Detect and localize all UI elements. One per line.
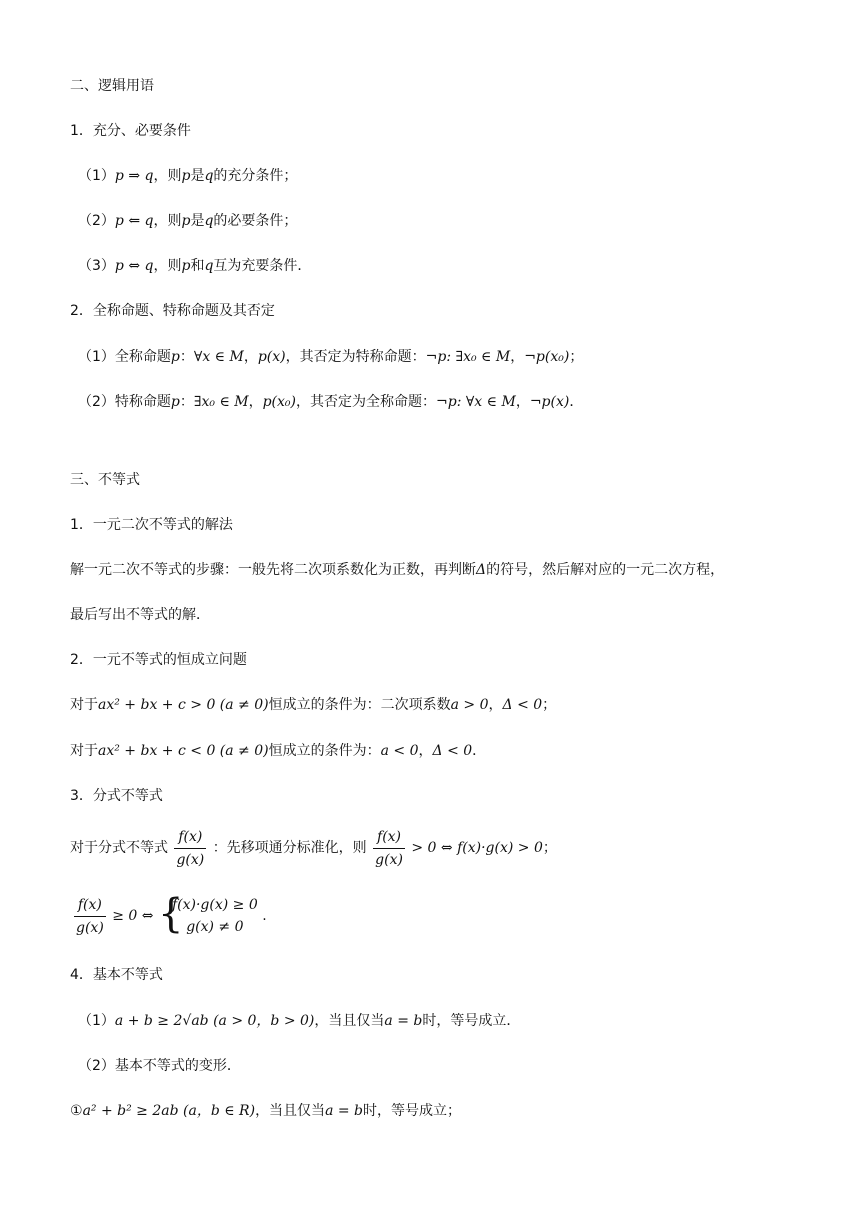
- condition-positive: 对于ax² + bx + c > 0 (a ≠ 0)恒成立的条件为：二次项系数a > 0，Δ < 0；: [70, 697, 557, 713]
- list-item-sufficient: （1）p ⇒ q，则p是q的充分条件；: [78, 168, 298, 184]
- section-3-title: 三、不等式: [70, 472, 140, 488]
- subheading-basic-inequality: 4．基本不等式: [70, 967, 163, 983]
- case-system: { f(x)·g(x) ≥ 0 g(x) ≠ 0: [157, 891, 258, 937]
- subheading-fractional: 3．分式不等式: [70, 788, 163, 804]
- fractional-rule-2: $\frac{f(x)}{g(x)}$ ≥ 0 ⇔ { f(x)·g(x) ≥ 0 g(x) ≠ 0 .: [76, 891, 267, 937]
- fraction: $\frac{f(x)}{g(x)}$: [76, 896, 104, 936]
- list-item-existential: （2）特称命题p：∃x₀ ∈ M，p(x₀)，其否定为全称命题：¬p: ∀x ∈ M，¬p(x)．: [78, 394, 584, 410]
- fraction: $\frac{f(x)}{g(x)}$: [375, 828, 403, 868]
- list-item-iff: （3）p ⇔ q，则p和q互为充要条件．: [78, 258, 312, 274]
- condition-negative: 对于ax² + bx + c < 0 (a ≠ 0)恒成立的条件为：a < 0，Δ < 0．: [70, 743, 487, 759]
- subheading-always-holds: 2．一元不等式的恒成立问题: [70, 652, 247, 668]
- subheading-quadratic: 1．一元二次不等式的解法: [70, 517, 233, 533]
- section-2-title: 二、逻辑用语: [70, 78, 154, 94]
- fractional-rule-1: 对于分式不等式 $\frac{f(x)}{g(x)}$ ：先移项通分标准化，则 $\frac{f(x)}{g(x)}$ > 0 ⇔ f(x)·g(x) > 0；: [70, 828, 557, 868]
- subheading-quantifiers: 2．全称命题、特称命题及其否定: [70, 303, 275, 319]
- list-item-am-gm: （1）a + b ≥ 2√ab (a > 0，b > 0)，当且仅当a = b时，等号成立．: [78, 1013, 521, 1029]
- subheading-sufficient-necessary: 1．充分、必要条件: [70, 123, 191, 139]
- list-item-variants: （2）基本不等式的变形．: [78, 1058, 241, 1074]
- list-item-variant-1: ①a² + b² ≥ 2ab (a，b ∈ R)，当且仅当a = b时，等号成立；: [70, 1103, 462, 1119]
- paragraph-quadratic-steps: 解一元二次不等式的步骤：一般先将二次项系数化为正数，再判断Δ的符号，然后解对应的一元二次方程，: [70, 562, 725, 578]
- paragraph-quadratic-steps-cont: 最后写出不等式的解．: [70, 607, 210, 623]
- list-item-universal: （1）全称命题p：∀x ∈ M，p(x)，其否定为特称命题：¬p: ∃x₀ ∈ M，¬p(x₀)；: [78, 349, 584, 365]
- fraction: $\frac{f(x)}{g(x)}$: [176, 828, 205, 868]
- list-item-necessary: （2）p ⇐ q，则p是q的必要条件；: [78, 213, 298, 229]
